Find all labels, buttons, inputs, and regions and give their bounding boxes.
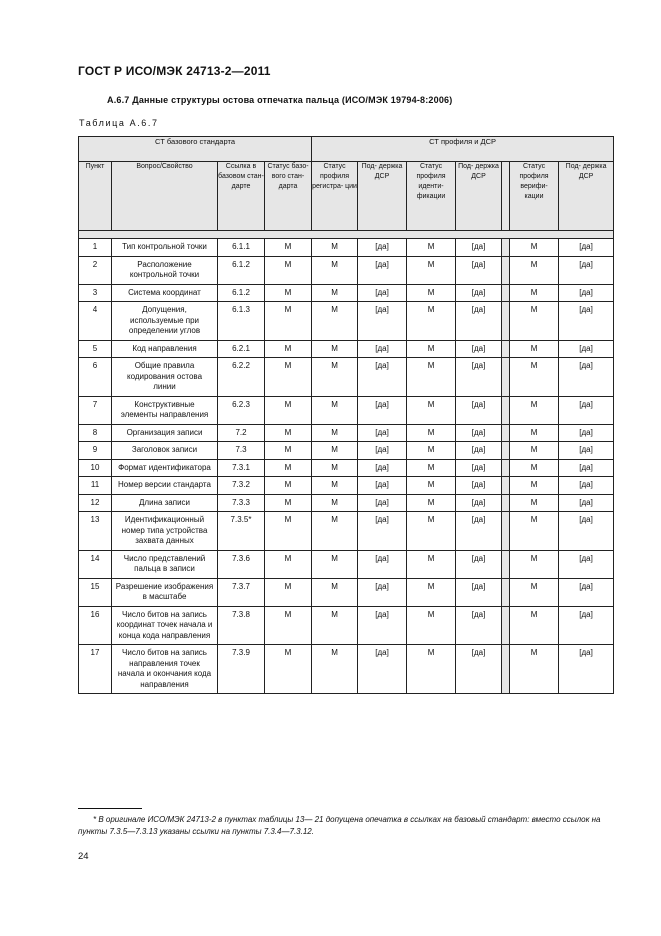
cell-spacer xyxy=(502,477,510,495)
cell-verif-status: M xyxy=(510,256,559,284)
col-header-reg-status: Статус профиля регистра- ции xyxy=(312,162,358,231)
cell-ident-support: [да] xyxy=(456,302,502,341)
cell-reference: 7.3.5* xyxy=(218,512,265,551)
cell-ident-support: [да] xyxy=(456,284,502,302)
cell-spacer xyxy=(502,442,510,460)
cell-ident-status: M xyxy=(407,358,456,397)
cell-question: Разрешение изображения в масштабе xyxy=(112,578,218,606)
cell-verif-support: [да] xyxy=(559,606,614,645)
col-header-question: Вопрос/Свойство xyxy=(112,162,218,231)
cell-reg-support: [да] xyxy=(358,256,407,284)
cell-ident-status: M xyxy=(407,396,456,424)
cell-spacer xyxy=(502,340,510,358)
cell-base-status: M xyxy=(265,239,312,257)
cell-reg-support: [да] xyxy=(358,477,407,495)
cell-reg-support: [да] xyxy=(358,512,407,551)
cell-ident-support: [да] xyxy=(456,239,502,257)
cell-question: Номер версии стандарта xyxy=(112,477,218,495)
cell-verif-status: M xyxy=(510,396,559,424)
cell-base-status: M xyxy=(265,340,312,358)
cell-question: Общие правила кодирования остова линии xyxy=(112,358,218,397)
cell-verif-support: [да] xyxy=(559,550,614,578)
cell-item: 17 xyxy=(79,645,112,694)
cell-reg-status: M xyxy=(312,284,358,302)
cell-verif-support: [да] xyxy=(559,396,614,424)
cell-ident-support: [да] xyxy=(456,358,502,397)
cell-ident-support: [да] xyxy=(456,340,502,358)
cell-ident-status: M xyxy=(407,578,456,606)
cell-reference: 6.2.1 xyxy=(218,340,265,358)
cell-spacer xyxy=(502,358,510,397)
col-header-verif-support: Под- держка ДСР xyxy=(559,162,614,231)
cell-reg-status: M xyxy=(312,358,358,397)
section-title: А.6.7 Данные структуры остова отпечатка пальца (ИСО/МЭК 19794-8:2006) xyxy=(107,95,453,105)
cell-reg-support: [да] xyxy=(358,442,407,460)
table-label: Таблица А.6.7 xyxy=(79,118,159,128)
table-row xyxy=(79,550,614,578)
cell-reg-support: [да] xyxy=(358,284,407,302)
cell-verif-status: M xyxy=(510,358,559,397)
cell-base-status: M xyxy=(265,284,312,302)
cell-verif-status: M xyxy=(510,645,559,694)
cell-spacer xyxy=(502,459,510,477)
cell-ident-support: [да] xyxy=(456,396,502,424)
cell-ident-support: [да] xyxy=(456,424,502,442)
cell-question: Число представлений пальца в записи xyxy=(112,550,218,578)
col-header-base-status: Статус базо- вого стан- дарта xyxy=(265,162,312,231)
cell-spacer xyxy=(502,239,510,257)
group-header-base: СТ базового стандарта xyxy=(79,137,312,162)
footnote: * В оригинале ИСО/МЭК 24713-2 в пунктах таблицы 13— 21 допущена опечатка в ссылках на базовый стандарт: вместо ссылок на пункты 7.3.5—7.3.13 указаны ссылки на пункты 7.3.4—7.3.12. xyxy=(78,815,601,836)
table-row xyxy=(79,284,614,302)
cell-reg-support: [да] xyxy=(358,494,407,512)
cell-item: 12 xyxy=(79,494,112,512)
table-row xyxy=(79,578,614,606)
cell-verif-support: [да] xyxy=(559,358,614,397)
cell-spacer xyxy=(502,512,510,551)
cell-ident-status: M xyxy=(407,256,456,284)
col-header-ident-support: Под- держка ДСР xyxy=(456,162,502,231)
cell-ident-status: M xyxy=(407,645,456,694)
cell-base-status: M xyxy=(265,606,312,645)
cell-ident-status: M xyxy=(407,424,456,442)
cell-item: 11 xyxy=(79,477,112,495)
cell-reg-status: M xyxy=(312,256,358,284)
cell-question: Расположение контрольной точки xyxy=(112,256,218,284)
cell-base-status: M xyxy=(265,256,312,284)
cell-question: Конструктивные элементы направления xyxy=(112,396,218,424)
cell-item: 7 xyxy=(79,396,112,424)
cell-verif-status: M xyxy=(510,477,559,495)
cell-verif-status: M xyxy=(510,578,559,606)
cell-ident-status: M xyxy=(407,494,456,512)
cell-verif-status: M xyxy=(510,424,559,442)
cell-reg-support: [да] xyxy=(358,606,407,645)
cell-verif-support: [да] xyxy=(559,256,614,284)
table-row xyxy=(79,606,614,645)
page-number: 24 xyxy=(78,851,89,862)
cell-ident-status: M xyxy=(407,302,456,341)
cell-item: 5 xyxy=(79,340,112,358)
cell-spacer xyxy=(502,256,510,284)
col-header-reference: Ссылка в базовом стан- дарте xyxy=(218,162,265,231)
footnote-rule xyxy=(78,808,142,809)
cell-question: Идентификационный номер типа устройства захвата данных xyxy=(112,512,218,551)
cell-base-status: M xyxy=(265,645,312,694)
cell-reference: 7.3.8 xyxy=(218,606,265,645)
cell-reg-support: [да] xyxy=(358,396,407,424)
cell-reg-status: M xyxy=(312,424,358,442)
table-row xyxy=(79,645,614,694)
cell-spacer xyxy=(502,424,510,442)
cell-verif-status: M xyxy=(510,494,559,512)
cell-verif-status: M xyxy=(510,459,559,477)
cell-question: Заголовок записи xyxy=(112,442,218,460)
cell-reg-support: [да] xyxy=(358,340,407,358)
cell-ident-status: M xyxy=(407,477,456,495)
cell-verif-support: [да] xyxy=(559,424,614,442)
table-row xyxy=(79,494,614,512)
cell-item: 13 xyxy=(79,512,112,551)
cell-verif-status: M xyxy=(510,512,559,551)
cell-item: 9 xyxy=(79,442,112,460)
cell-ident-status: M xyxy=(407,442,456,460)
cell-item: 2 xyxy=(79,256,112,284)
header-body-gap xyxy=(79,231,614,239)
col-header-ident-status: Статус профиля иденти- фикации xyxy=(407,162,456,231)
cell-reg-status: M xyxy=(312,550,358,578)
cell-verif-status: M xyxy=(510,340,559,358)
col-header-reg-support: Под- держка ДСР xyxy=(358,162,407,231)
table-row xyxy=(79,340,614,358)
cell-item: 4 xyxy=(79,302,112,341)
cell-verif-support: [да] xyxy=(559,459,614,477)
cell-item: 3 xyxy=(79,284,112,302)
cell-verif-support: [да] xyxy=(559,284,614,302)
table-row xyxy=(79,442,614,460)
cell-spacer xyxy=(502,550,510,578)
cell-base-status: M xyxy=(265,578,312,606)
cell-ident-status: M xyxy=(407,606,456,645)
cell-verif-support: [да] xyxy=(559,645,614,694)
table-row xyxy=(79,239,614,257)
cell-ident-status: M xyxy=(407,459,456,477)
table-row xyxy=(79,256,614,284)
cell-spacer xyxy=(502,645,510,694)
cell-item: 8 xyxy=(79,424,112,442)
cell-spacer xyxy=(502,494,510,512)
cell-verif-support: [да] xyxy=(559,512,614,551)
cell-reg-status: M xyxy=(312,578,358,606)
cell-verif-status: M xyxy=(510,550,559,578)
cell-verif-support: [да] xyxy=(559,442,614,460)
cell-ident-support: [да] xyxy=(456,459,502,477)
cell-reg-status: M xyxy=(312,340,358,358)
cell-question: Тип контрольной точки xyxy=(112,239,218,257)
cell-reference: 6.1.3 xyxy=(218,302,265,341)
table-body xyxy=(79,231,614,694)
cell-spacer xyxy=(502,284,510,302)
cell-ident-support: [да] xyxy=(456,256,502,284)
cell-base-status: M xyxy=(265,424,312,442)
cell-verif-status: M xyxy=(510,442,559,460)
cell-base-status: M xyxy=(265,459,312,477)
cell-base-status: M xyxy=(265,396,312,424)
cell-ident-support: [да] xyxy=(456,442,502,460)
cell-verif-status: M xyxy=(510,606,559,645)
cell-item: 14 xyxy=(79,550,112,578)
cell-ident-status: M xyxy=(407,340,456,358)
cell-ident-status: M xyxy=(407,239,456,257)
table-row xyxy=(79,358,614,397)
cell-spacer xyxy=(502,578,510,606)
cell-reg-status: M xyxy=(312,239,358,257)
cell-verif-status: M xyxy=(510,302,559,341)
cell-reg-status: M xyxy=(312,396,358,424)
standard-header: ГОСТ Р ИСО/МЭК 24713-2—2011 xyxy=(78,64,271,78)
cell-base-status: M xyxy=(265,477,312,495)
cell-item: 10 xyxy=(79,459,112,477)
table-row xyxy=(79,459,614,477)
cell-verif-support: [да] xyxy=(559,302,614,341)
cell-spacer xyxy=(502,396,510,424)
table-row xyxy=(79,396,614,424)
cell-item: 1 xyxy=(79,239,112,257)
cell-ident-status: M xyxy=(407,550,456,578)
cell-reg-support: [да] xyxy=(358,302,407,341)
cell-ident-support: [да] xyxy=(456,550,502,578)
cell-reference: 6.1.2 xyxy=(218,284,265,302)
cell-verif-status: M xyxy=(510,239,559,257)
cell-verif-support: [да] xyxy=(559,340,614,358)
cell-question: Допущения, используемые при определении углов xyxy=(112,302,218,341)
cell-item: 15 xyxy=(79,578,112,606)
cell-reference: 7.3 xyxy=(218,442,265,460)
cell-reg-support: [да] xyxy=(358,578,407,606)
cell-item: 16 xyxy=(79,606,112,645)
cell-question: Число битов на запись координат точек начала и конца кода направления xyxy=(112,606,218,645)
cell-question: Система координат xyxy=(112,284,218,302)
cell-reg-status: M xyxy=(312,442,358,460)
cell-ident-status: M xyxy=(407,284,456,302)
cell-item: 6 xyxy=(79,358,112,397)
conformance-table xyxy=(78,136,614,694)
cell-question: Формат идентификатора xyxy=(112,459,218,477)
cell-question: Число битов на запись направления точек начала и окончания кода направления xyxy=(112,645,218,694)
cell-reg-support: [да] xyxy=(358,358,407,397)
cell-reg-support: [да] xyxy=(358,424,407,442)
table-row xyxy=(79,477,614,495)
cell-reg-support: [да] xyxy=(358,550,407,578)
cell-reference: 6.2.3 xyxy=(218,396,265,424)
cell-reference: 7.3.2 xyxy=(218,477,265,495)
cell-ident-status: M xyxy=(407,512,456,551)
cell-reg-status: M xyxy=(312,494,358,512)
cell-base-status: M xyxy=(265,512,312,551)
table-row xyxy=(79,302,614,341)
cell-reference: 7.3.1 xyxy=(218,459,265,477)
cell-reg-status: M xyxy=(312,645,358,694)
cell-reg-status: M xyxy=(312,302,358,341)
cell-question: Длина записи xyxy=(112,494,218,512)
cell-verif-support: [да] xyxy=(559,494,614,512)
group-header-profile: СТ профиля и ДСР xyxy=(312,137,614,162)
cell-reference: 6.1.2 xyxy=(218,256,265,284)
cell-base-status: M xyxy=(265,494,312,512)
cell-reference: 7.3.9 xyxy=(218,645,265,694)
cell-reg-status: M xyxy=(312,512,358,551)
cell-question: Код направления xyxy=(112,340,218,358)
cell-reference: 6.1.1 xyxy=(218,239,265,257)
col-header-verif-status: Статус профиля верифи- кации xyxy=(510,162,559,231)
col-header-item: Пункт xyxy=(79,162,112,231)
cell-reg-status: M xyxy=(312,459,358,477)
cell-reference: 7.3.6 xyxy=(218,550,265,578)
cell-verif-support: [да] xyxy=(559,578,614,606)
cell-ident-support: [да] xyxy=(456,578,502,606)
cell-spacer xyxy=(502,606,510,645)
cell-reference: 7.2 xyxy=(218,424,265,442)
cell-ident-support: [да] xyxy=(456,494,502,512)
cell-question: Организация записи xyxy=(112,424,218,442)
cell-base-status: M xyxy=(265,550,312,578)
cell-reg-support: [да] xyxy=(358,645,407,694)
cell-spacer xyxy=(502,302,510,341)
cell-reg-support: [да] xyxy=(358,239,407,257)
cell-verif-status: M xyxy=(510,284,559,302)
cell-reg-support: [да] xyxy=(358,459,407,477)
cell-ident-support: [да] xyxy=(456,645,502,694)
cell-verif-support: [да] xyxy=(559,239,614,257)
cell-base-status: M xyxy=(265,302,312,341)
cell-reg-status: M xyxy=(312,606,358,645)
cell-reg-status: M xyxy=(312,477,358,495)
cell-ident-support: [да] xyxy=(456,606,502,645)
col-header-spacer xyxy=(502,162,510,231)
cell-base-status: M xyxy=(265,442,312,460)
cell-reference: 7.3.3 xyxy=(218,494,265,512)
cell-ident-support: [да] xyxy=(456,477,502,495)
cell-base-status: M xyxy=(265,358,312,397)
cell-reference: 6.2.2 xyxy=(218,358,265,397)
cell-ident-support: [да] xyxy=(456,512,502,551)
table-row xyxy=(79,512,614,551)
cell-verif-support: [да] xyxy=(559,477,614,495)
table-row xyxy=(79,424,614,442)
cell-reference: 7.3.7 xyxy=(218,578,265,606)
